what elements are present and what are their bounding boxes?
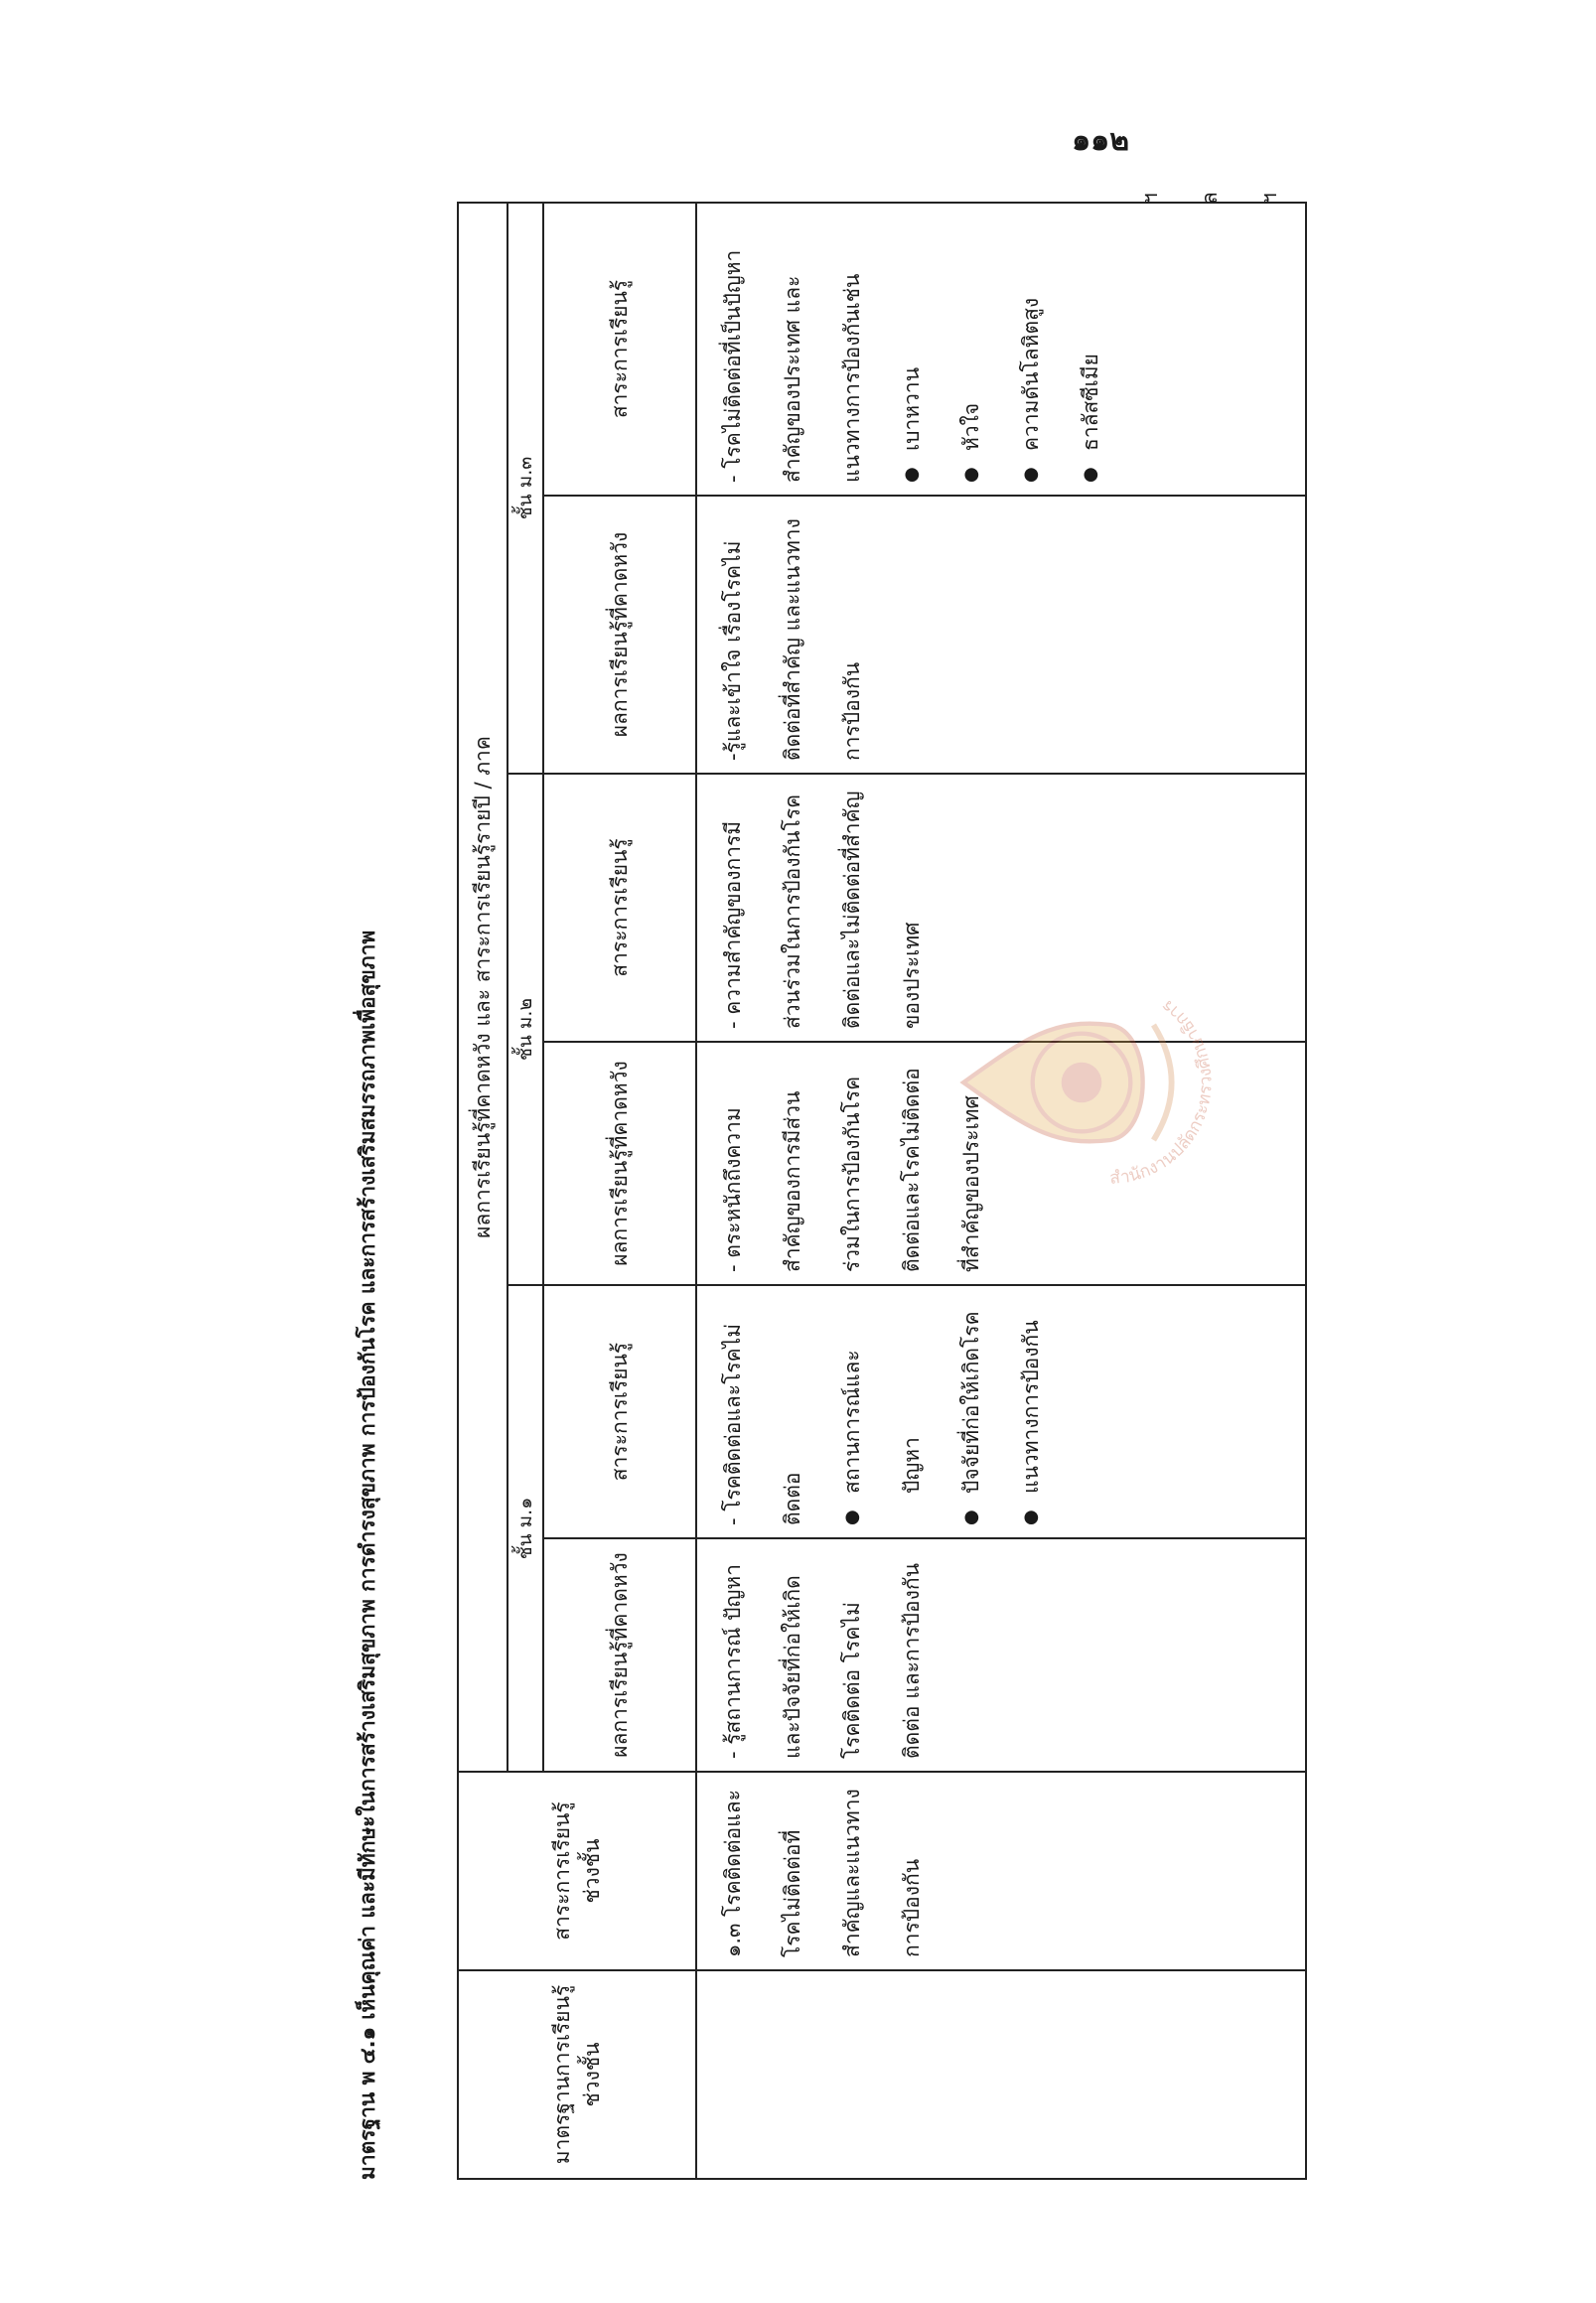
list-item: ● เบาหวาน	[882, 216, 942, 483]
m1-learning-list	[822, 1298, 1061, 1525]
m3-learning-outro: ฯลฯ	[1138, 192, 1281, 205]
m3-learning-list	[882, 216, 1120, 483]
list-item: ● ความดันโลหิตสูง	[1001, 216, 1061, 483]
list-item: ● แนวทางการป้องกัน	[1001, 1298, 1061, 1525]
grade-header-m2: ชั้น ม.๒	[508, 774, 543, 1285]
page-number: ๑๑๒	[1072, 123, 1129, 158]
group-header: ผลการเรียนรู้ที่คาดหวัง และ สาระการเรียนรู้รายปี / ภาค	[458, 203, 508, 1772]
m2-outcome-cell: - ตระหนักถึงความสำคัญของการมีส่วนร่วมในการป้องกันโรคติดต่อและโรคไม่ติดต่อที่สำคัญของประเทศ	[696, 1042, 1306, 1285]
m3-outcome-cell: -รู้และเข้าใจ เรื่องโรคไม่ติดต่อที่สำคัญ และแนวทางการป้องกัน	[696, 496, 1306, 774]
list-item: ● หัวใจ	[942, 216, 1001, 483]
m1-learning-header: สาระการเรียนรู้	[543, 1285, 696, 1538]
m1-learning-cell	[696, 1285, 1306, 1538]
m3-learning-intro: - โรคไม่ติดต่อที่เป็นปัญหาสำคัญของประเทศ และแนวทางการป้องกันเช่น	[721, 249, 864, 483]
grade-header-m1: ชั้น ม.๑	[508, 1285, 543, 1772]
content-column-header: สาระการเรียนรู้ช่วงชั้น	[458, 1772, 696, 1970]
m1-learning-intro: - โรคติดต่อและโรคไม่ติดต่อ	[721, 1323, 804, 1525]
list-item: ● ธาลัสซีเมีย	[1061, 216, 1120, 483]
standard-title: มาตรฐาน พ ๔.๑ เห็นคุณค่า และมีทักษะในการสร้างเสริมสุขภาพ การดำรงสุขภาพ การป้องกันโรค และการสร้างเสริมสมรรถภาพเพื่อสุขภาพ	[356, 930, 379, 2180]
content-cell: ๑.๓ โรคติดต่อและโรคไม่ติดต่อที่สำคัญและแนวทางการป้องกัน	[696, 1772, 1306, 1970]
standard-cell	[696, 1970, 1306, 2179]
standard-column-header: มาตรฐานการเรียนรู้ช่วงชั้น	[458, 1970, 696, 2179]
rotated-sheet	[348, 194, 1596, 2180]
m3-outcome-header: ผลการเรียนรู้ที่คาดหวัง	[543, 496, 696, 774]
m2-learning-header: สาระการเรียนรู้	[543, 774, 696, 1042]
m3-learning-cell	[696, 192, 1306, 496]
m2-outcome-header: ผลการเรียนรู้ที่คาดหวัง	[543, 1042, 696, 1285]
m1-outcome-header: ผลการเรียนรู้ที่คาดหวัง	[543, 1538, 696, 1772]
m3-learning-header: สาระการเรียนรู้	[543, 203, 696, 496]
seal-text: สำนักงานปลัดกระทรวงศึกษาธิการ	[1108, 995, 1217, 1189]
list-item: ● ปัจจัยที่ก่อให้เกิดโรค	[942, 1298, 1001, 1525]
curriculum-table	[457, 192, 1307, 2180]
grade-header-m3: ชั้น ม.๓	[508, 203, 543, 774]
m1-outcome-cell: - รู้สถานการณ์ ปัญหาและปัจจัยที่ก่อให้เกิดโรคติดต่อ โรคไม่ติดต่อ และการป้องกัน	[696, 1538, 1306, 1772]
m2-learning-cell: - ความสำคัญของการมีส่วนร่วมในการป้องกันโรคติดต่อและไม่ติดต่อที่สำคัญของประเทศ	[696, 774, 1306, 1042]
list-item: ● สถานการณ์และปัญหา	[822, 1298, 942, 1525]
